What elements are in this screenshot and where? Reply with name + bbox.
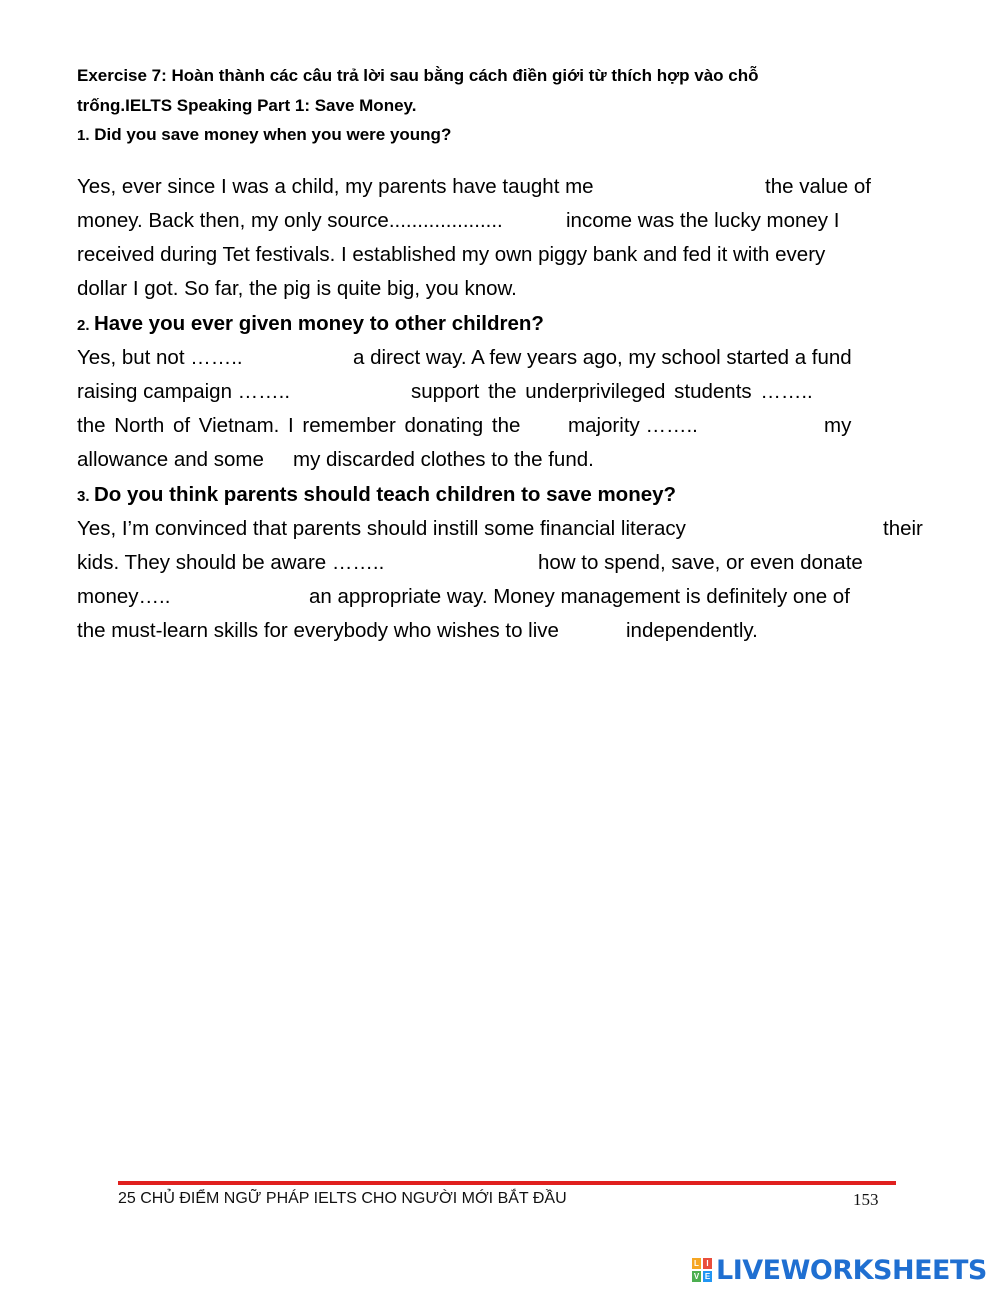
answer1-line1-end: the value of [765,175,871,198]
logo-icon [692,1258,712,1282]
answer3-line3-end: an appropriate way. Money management is definitely one of [309,585,850,608]
answer2-line3: the North of Vietnam. I remember donating the [77,414,521,437]
question-3-text: Do you think parents should teach children to save money? [93,483,677,506]
question-2 [77,307,544,343]
logo-letter-v: V [693,1272,700,1281]
footer-rule [118,1181,896,1185]
question-2-number: 2. [77,317,90,334]
answer2-line1: Yes, but not …….. [77,346,243,369]
answer2-line4: allowance and some [77,448,264,471]
exercise-title-line2: trống.IELTS Speaking Part 1: Save Money. [77,96,417,115]
liveworksheets-logo [692,1253,987,1287]
logo-text: LIVEWORKSHEETS [716,1254,987,1286]
answer2-line4-end: my discarded clothes to the fund. [293,448,594,471]
answer2-line2-end: support the underprivileged students …….. [411,380,813,403]
question-1 [77,119,451,151]
answer3-line1-end: their [883,517,923,540]
answer1-text: Yes, ever since I was a child, my parents have taught me [77,175,594,198]
answer3-line2: kids. They should be aware …….. [77,551,385,574]
footer-title: 25 CHỦ ĐIỂM NGỮ PHÁP IELTS CHO NGƯỜI MỚI BẮT ĐẦU [118,1190,567,1207]
answer2-line3-end: my [824,414,852,437]
question-2-text: Have you ever given money to other children? [93,312,544,335]
question-1-text: Did you save money when you were young? [94,125,452,144]
logo-letter-i: I [703,1258,712,1269]
logo-letter-e: E [704,1272,711,1281]
answer2-line1-end: a direct way. A few years ago, my school started a fund [353,346,852,369]
page-number: 153 [853,1190,879,1209]
answer1-line2-end: income was the lucky money I [566,209,840,232]
answer1-line2: money. Back then, my only source.................... [77,209,503,232]
answer3-line4-end: independently. [626,619,758,642]
exercise-title-line1: Exercise 7: Hoàn thành các câu trả lời sau bằng cách điền giới từ thích hợp vào chỗ [77,66,759,85]
question-1-number: 1. [77,127,90,144]
question-3-number: 3. [77,488,90,505]
answer3-line1: Yes, I’m convinced that parents should instill some financial literacy [77,517,686,540]
answer2-line2: raising campaign …….. [77,380,291,403]
question-3 [77,478,676,514]
answer1-line4: dollar I got. So far, the pig is quite big, you know. [77,277,517,300]
answer1-line1 [77,170,594,204]
answer3-line3: money….. [77,585,171,608]
logo-letter-l: L [692,1258,701,1269]
answer3-line4: the must-learn skills for everybody who wishes to live [77,619,559,642]
answer3-line2-end: how to spend, save, or even donate [538,551,863,574]
answer1-line3: received during Tet festivals. I established my own piggy bank and fed it with every [77,243,826,266]
answer2-line3-mid: majority …….. [568,414,698,437]
